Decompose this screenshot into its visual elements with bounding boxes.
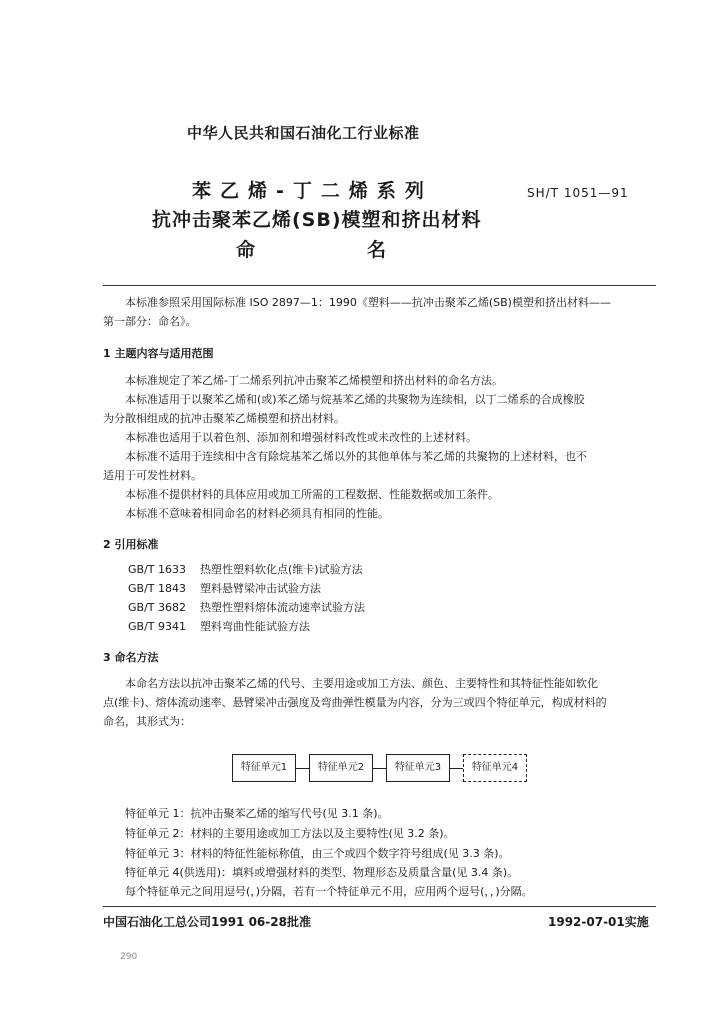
section-1-line: 本标准规定了苯乙烯-丁二烯系列抗冲击聚苯乙烯模塑和挤出材料的命名方法。 xyxy=(125,374,503,387)
ref-code: GB/T 1843 xyxy=(128,582,186,595)
title-line-3-right: 名 xyxy=(367,239,387,261)
unit-connector xyxy=(295,768,309,769)
section-3-heading: 3 命名方法 xyxy=(103,651,159,664)
footer-divider xyxy=(103,906,656,907)
section-3-line: 本命名方法以抗冲击聚苯乙烯的代号、主要用途或加工方法、颜色、主要特性和其特征性能如软化 xyxy=(125,677,598,690)
ref-code: GB/T 1633 xyxy=(128,563,186,576)
unit-box-2: 特征单元2 xyxy=(309,754,373,782)
unit-description: 特征单元 3：材料的特征性能标称值，由三个或四个数字符号组成(见 3.3 条)。 xyxy=(125,847,510,860)
unit-connector xyxy=(372,768,386,769)
section-1-line: 本标准适用于以聚苯乙烯和(或)苯乙烯与烷基苯乙烯的共聚物为连续相，以丁二烯系的合成橡胶 xyxy=(125,393,585,406)
section-1-line: 本标准不提供材料的具体应用或加工所需的工程数据、性能数据或加工条件。 xyxy=(125,488,499,501)
section-3-line: 点(维卡)、熔体流动速率、悬臂梁冲击强度及弯曲弹性模量为内容，分为三或四个特征单元，构成材料的 xyxy=(103,696,607,709)
ref-code: GB/T 3682 xyxy=(128,601,186,614)
section-1-heading: 1 主题内容与适用范围 xyxy=(103,347,214,360)
section-1-line: 本标准不意味着相同命名的材料必须具有相同的性能。 xyxy=(125,507,389,520)
title-line-1: 苯乙烯-丁二烯系列 xyxy=(192,180,433,202)
section-1-line: 本标准不适用于连续相中含有除烷基苯乙烯以外的其他单体与苯乙烯的共聚物的上述材料，也不 xyxy=(125,450,587,463)
section-1-line: 为分散相组成的抗冲击聚苯乙烯模塑和挤出材料。 xyxy=(103,412,345,425)
section-2-heading: 2 引用标准 xyxy=(103,538,159,551)
page-number: 290 xyxy=(120,952,138,962)
unit-box-3: 特征单元3 xyxy=(386,754,450,782)
title-line-3-left: 命 xyxy=(236,239,256,261)
ref-title: 热塑性塑料熔体流动速率试验方法 xyxy=(200,601,365,614)
title-line-2: 抗冲击聚苯乙烯(SB)模塑和挤出材料 xyxy=(152,209,482,231)
standard-code: SH/T 1051—91 xyxy=(527,186,629,200)
ref-title: 热塑性塑料软化点(维卡)试验方法 xyxy=(200,563,363,576)
unit-connector xyxy=(449,768,463,769)
ref-code: GB/T 9341 xyxy=(128,620,186,633)
unit-description: 特征单元 2：材料的主要用途或加工方法以及主要特性(见 3.2 条)。 xyxy=(125,827,455,840)
ref-title: 塑料弯曲性能试验方法 xyxy=(200,620,310,633)
standard-type-heading: 中华人民共和国石油化工行业标准 xyxy=(187,124,420,142)
approval-note: 中国石油化工总公司1991 06-28批准 xyxy=(103,915,311,929)
intro-line-2: 第一部分：命名》。 xyxy=(103,315,197,328)
section-1-line: 本标准也适用于以着色剂、添加剂和增强材料改性或未改性的上述材料。 xyxy=(125,431,477,444)
unit-box-4-optional: 特征单元4 xyxy=(463,754,527,782)
unit-description: 每个特征单元之间用逗号(，)分隔，若有一个特征单元不用，应用两个逗号(，，)分隔。 xyxy=(125,885,533,898)
intro-line-1: 本标准参照采用国际标准 ISO 2897—1：1990《塑料——抗冲击聚苯乙烯(SB)模塑和挤出材料—— xyxy=(125,296,611,309)
implementation-date: 1992-07-01实施 xyxy=(548,915,649,929)
unit-description: 特征单元 4(供选用)：填料或增强材料的类型、物理形态及质量含量(见 3.4 条)。 xyxy=(125,866,519,879)
section-3-line: 命名，其形式为： xyxy=(103,715,191,728)
ref-title: 塑料悬臂梁冲击试验方法 xyxy=(200,582,321,595)
unit-box-1: 特征单元1 xyxy=(232,754,296,782)
section-1-line: 适用于可发性材料。 xyxy=(103,469,202,482)
header-divider xyxy=(103,285,656,286)
unit-description: 特征单元 1：抗冲击聚苯乙烯的缩写代号(见 3.1 条)。 xyxy=(125,807,389,820)
